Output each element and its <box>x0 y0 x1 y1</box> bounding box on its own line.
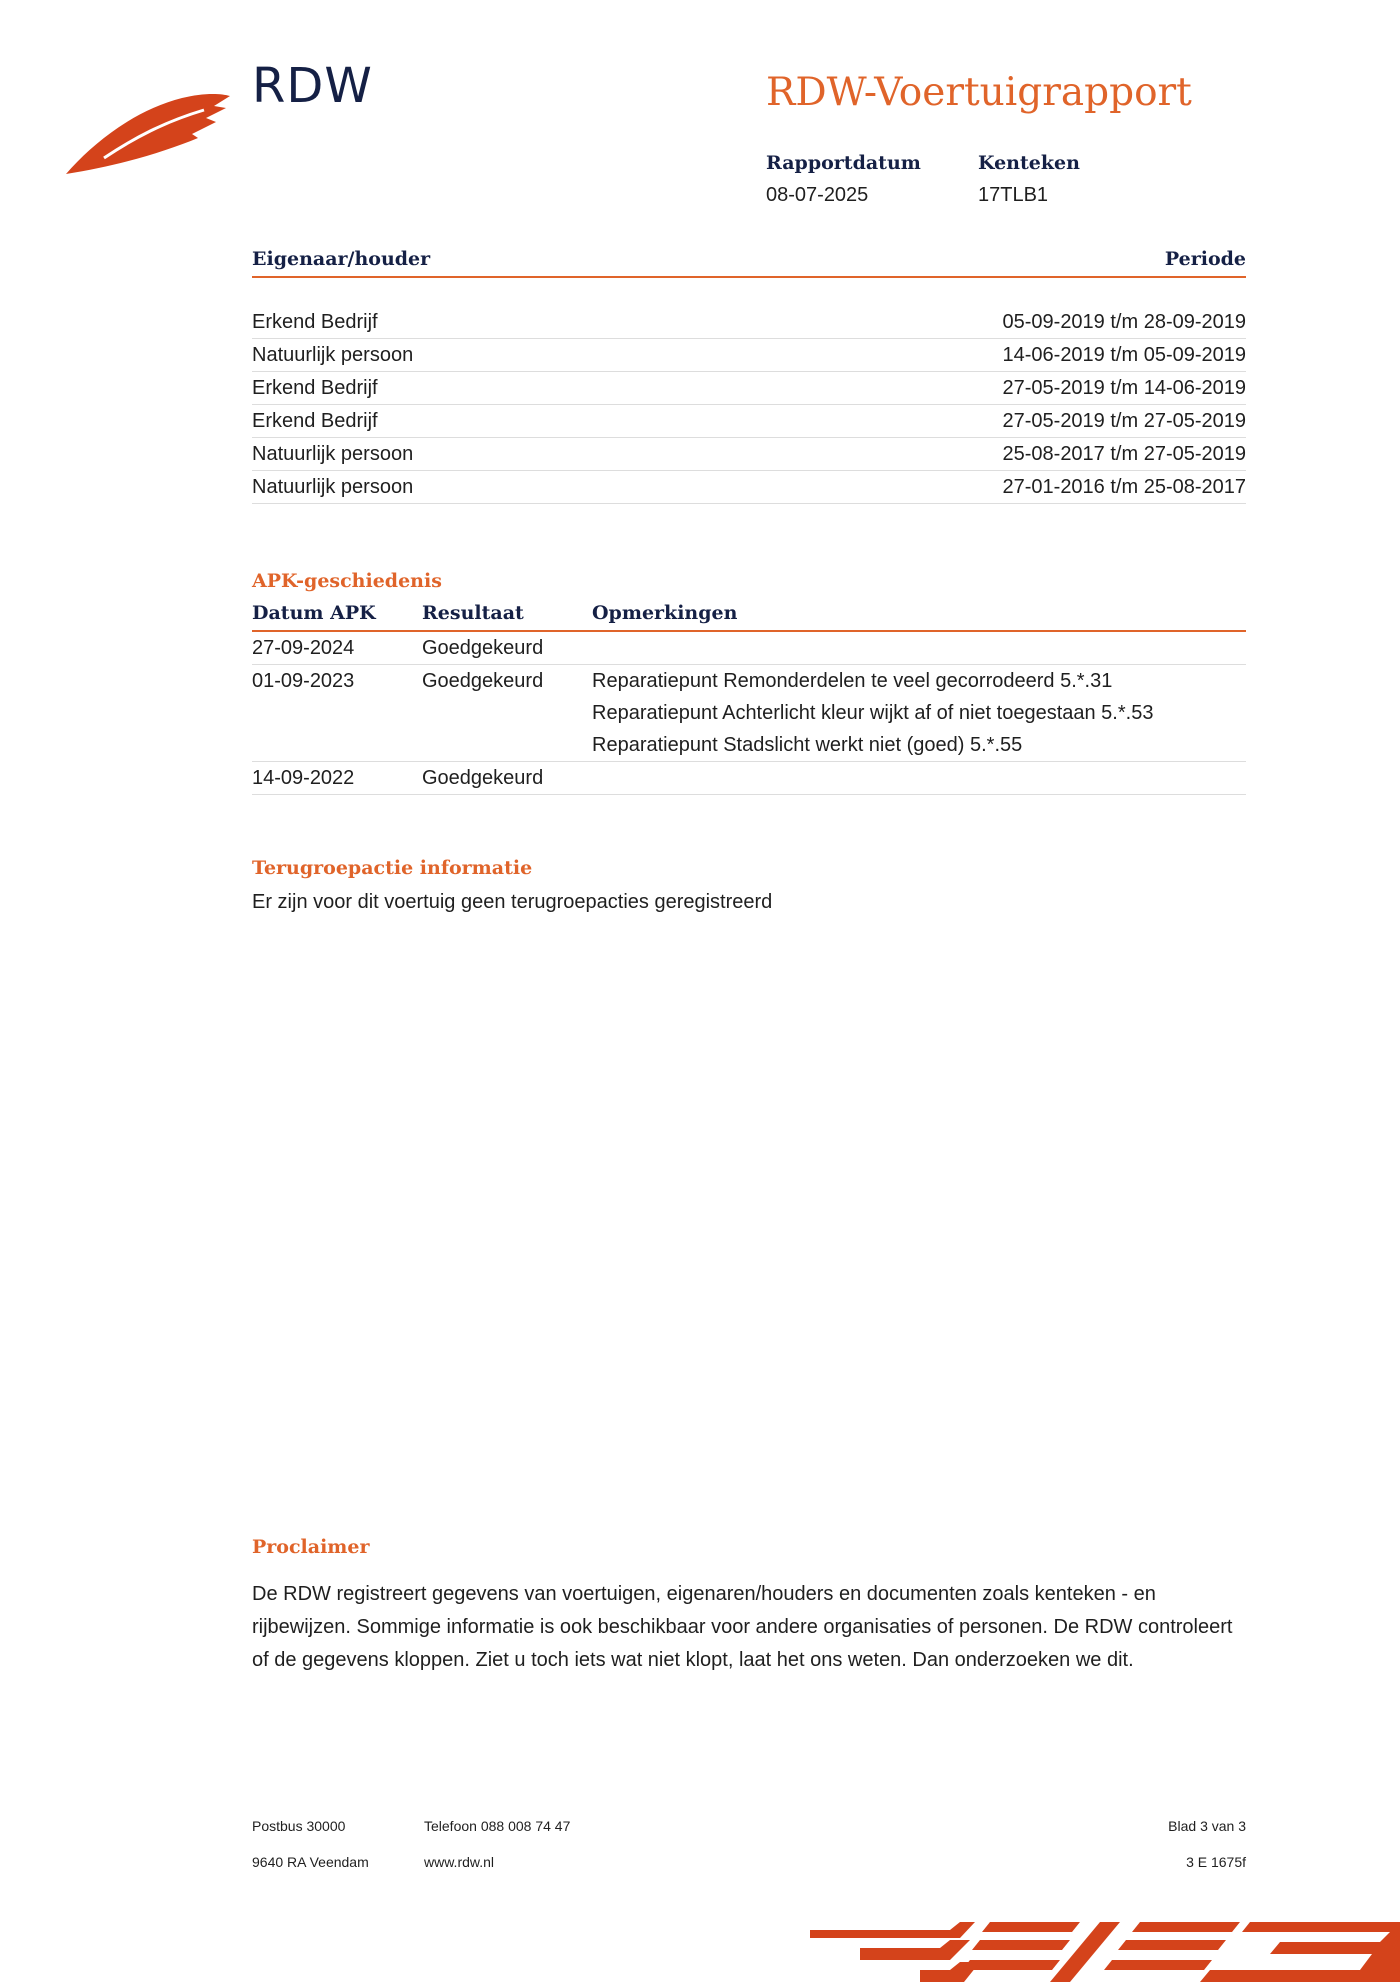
footer-phone: Telefoon 088 008 74 47 <box>424 1818 571 1834</box>
table-row <box>252 665 1246 762</box>
period-cell: 27-05-2019 t/m 27-05-2019 <box>1002 410 1246 432</box>
period-cell: 25-08-2017 t/m 27-05-2019 <box>1002 443 1246 465</box>
proclaimer-text: De RDW registreert gegevens van voertuigen, eigenaren/houders en documenten zoals kenteken - en rijbewijzen. Sommige informatie is ook beschikbaar voor andere organisaties of personen. De RDW controleert of de gegevens kloppen. Ziet u toch iets wat niet klopt, laat het ons weten. Dan onderzoeken we dit. <box>252 1583 1233 1671</box>
owner-cell: Natuurlijk persoon <box>252 443 414 465</box>
plate-value: 17TLB1 <box>978 184 1049 206</box>
apk-result-column-header: Resultaat <box>422 602 524 624</box>
apk-section-title: APK-geschiedenis <box>252 570 442 592</box>
table-row <box>252 405 1246 438</box>
apk-result-cell: Goedgekeurd <box>422 670 544 692</box>
footer-address-line2: 9640 RA Veendam <box>252 1854 369 1870</box>
apk-remark: Reparatiepunt Achterlicht kleur wijkt af of niet toegestaan 5.*.53 <box>592 702 1154 724</box>
footer-website[interactable]: www.rdw.nl <box>424 1854 495 1870</box>
period-cell: 14-06-2019 t/m 05-09-2019 <box>1002 344 1246 366</box>
recall-section-title: Terugroepactie informatie <box>252 857 533 879</box>
apk-date-cell: 27-09-2024 <box>252 637 355 659</box>
owner-cell: Erkend Bedrijf <box>252 311 378 333</box>
owners-table <box>252 306 1246 504</box>
footer-address-line1: Postbus 30000 <box>252 1818 346 1834</box>
table-row <box>252 632 1246 665</box>
rdw-stripes-logo-icon <box>800 1908 1400 1982</box>
owner-cell: Erkend Bedrijf <box>252 410 378 432</box>
apk-date-column-header: Datum APK <box>252 602 376 624</box>
period-column-header: Periode <box>1164 248 1246 270</box>
apk-remarks-column-header: Opmerkingen <box>592 602 738 624</box>
apk-date-cell: 01-09-2023 <box>252 670 355 692</box>
owners-header-divider <box>252 276 1246 278</box>
owner-cell: Natuurlijk persoon <box>252 344 414 366</box>
apk-table <box>252 632 1246 795</box>
document-title: RDW-Voertuigrapport <box>766 70 1192 115</box>
plate-label: Kenteken <box>978 152 1080 174</box>
report-date-label: Rapportdatum <box>766 152 921 174</box>
rdw-feather-logo-icon <box>64 88 234 178</box>
report-date-value: 08-07-2025 <box>766 184 869 206</box>
table-row <box>252 471 1246 504</box>
apk-result-cell: Goedgekeurd <box>422 637 544 659</box>
owner-cell: Erkend Bedrijf <box>252 377 378 399</box>
proclaimer-title: Proclaimer <box>252 1536 370 1558</box>
apk-remark: Reparatiepunt Stadslicht werkt niet (goed) 5.*.55 <box>592 734 1023 756</box>
period-cell: 27-01-2016 t/m 25-08-2017 <box>1002 476 1246 498</box>
table-row <box>252 306 1246 339</box>
brand-name: RDW <box>252 58 373 114</box>
owner-column-header: Eigenaar/houder <box>252 248 431 270</box>
table-row <box>252 339 1246 372</box>
period-cell: 05-09-2019 t/m 28-09-2019 <box>1002 311 1246 333</box>
footer-doc-code: 3 E 1675f <box>1186 1854 1246 1870</box>
period-cell: 27-05-2019 t/m 14-06-2019 <box>1002 377 1246 399</box>
apk-date-cell: 14-09-2022 <box>252 767 355 789</box>
table-row <box>252 762 1246 795</box>
apk-result-cell: Goedgekeurd <box>422 767 544 789</box>
footer-page-number: Blad 3 van 3 <box>1168 1818 1246 1834</box>
owner-cell: Natuurlijk persoon <box>252 476 414 498</box>
table-row <box>252 438 1246 471</box>
apk-remark: Reparatiepunt Remonderdelen te veel gecorrodeerd 5.*.31 <box>592 670 1113 692</box>
recall-text: Er zijn voor dit voertuig geen terugroepacties geregistreerd <box>252 891 773 913</box>
table-row <box>252 372 1246 405</box>
